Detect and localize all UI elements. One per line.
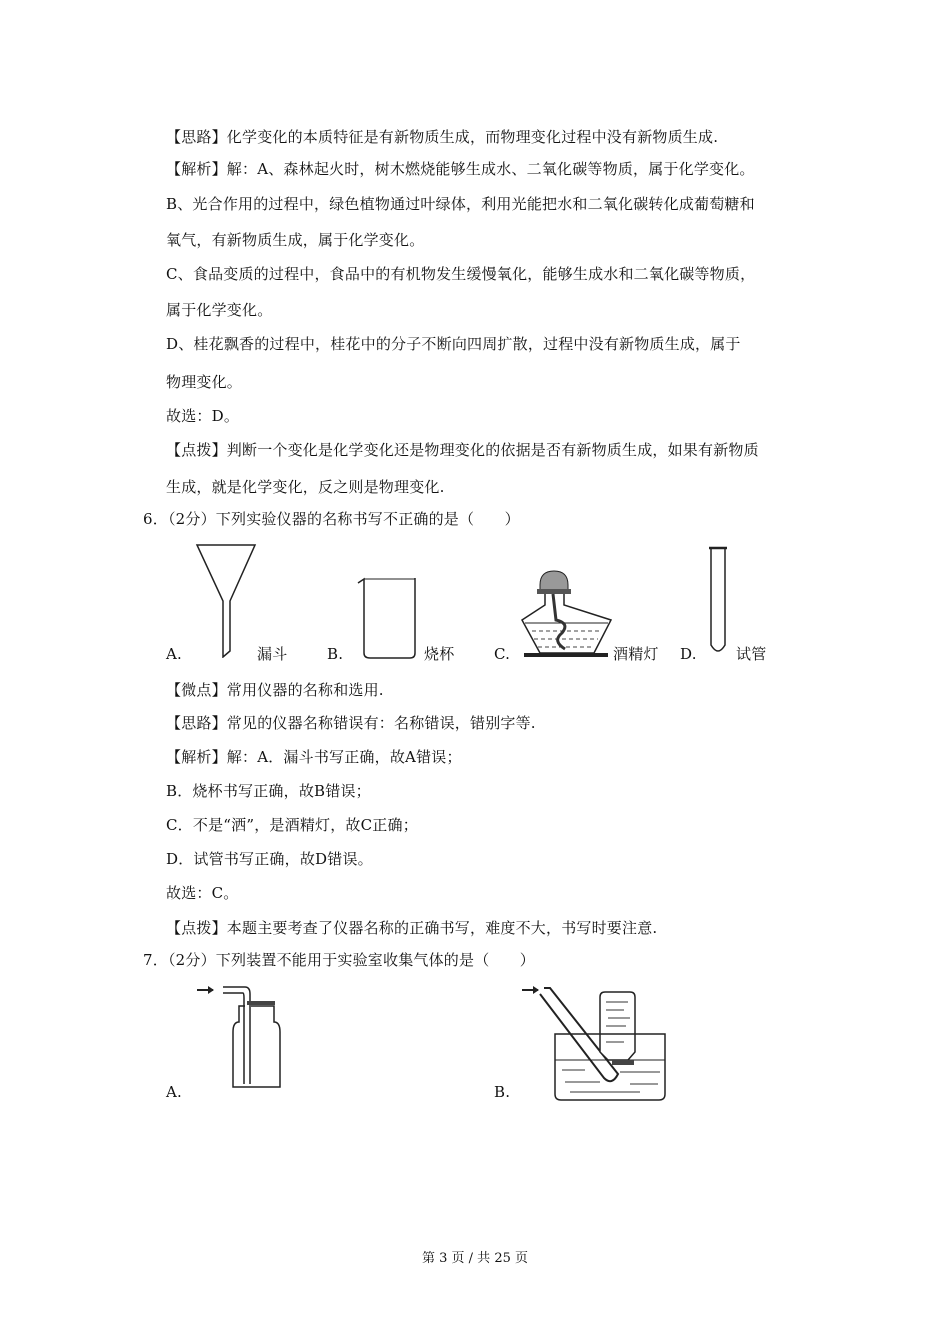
answer-text: 故选：D。 — [166, 407, 240, 425]
jiexi-text: 【解析】解：A、森林起火时，树木燃烧能够生成水、二氧化碳等物质，属于化学变化。 — [166, 160, 755, 178]
beaker-image — [355, 575, 420, 660]
option-b-letter: B. — [494, 1083, 511, 1101]
option-d-analysis-cont: 物理变化。 — [166, 373, 243, 391]
option-d-analysis: D．试管书写正确，故D错误。 — [166, 850, 373, 868]
gas-bottle-image — [195, 982, 290, 1092]
dianbo-text: 【点拨】本题主要考查了仪器名称的正确书写，难度不大，书写时要注意. — [166, 919, 658, 937]
question-stem: 6．（2分）下列实验仪器的名称书写不正确的是（ ） — [143, 510, 520, 528]
option-a-name: 漏斗 — [257, 645, 288, 663]
option-a-letter: A. — [166, 645, 183, 663]
option-a-letter: A. — [166, 1083, 183, 1101]
test-tube-image — [708, 545, 728, 660]
weidian-text: 【微点】常用仪器的名称和选用. — [166, 681, 384, 699]
silu-text: 【思路】化学变化的本质特征是有新物质生成，而物理变化过程中没有新物质生成. — [166, 128, 719, 146]
option-d-letter: D. — [680, 645, 697, 663]
option-c-analysis: C、食品变质的过程中，食品中的有机物发生缓慢氧化，能够生成水和二氧化碳等物质， — [166, 265, 756, 283]
option-b-analysis: B．烧杯书写正确，故B错误； — [166, 782, 371, 800]
option-b-analysis-cont: 氧气，有新物质生成，属于化学变化。 — [166, 231, 425, 249]
silu-text: 【思路】常见的仪器名称错误有：名称错误，错别字等. — [166, 714, 536, 732]
dianbo-text: 【点拨】判断一个变化是化学变化还是物理变化的依据是否有新物质生成，如果有新物质 — [166, 441, 759, 459]
option-b-letter: B. — [327, 645, 344, 663]
alcohol-lamp-image — [520, 565, 615, 660]
jiexi-text: 【解析】解：A．漏斗书写正确，故A错误； — [166, 748, 462, 766]
option-c-letter: C. — [494, 645, 511, 663]
option-c-analysis: C．不是“洒”，是酒精灯，故C正确； — [166, 816, 418, 834]
answer-text: 故选：C。 — [166, 884, 239, 902]
option-b-name: 烧杯 — [424, 645, 455, 663]
option-d-name: 试管 — [736, 645, 767, 663]
funnel-image — [195, 543, 257, 658]
dianbo-text-cont: 生成，就是化学变化，反之则是物理变化. — [166, 478, 445, 496]
question-stem: 7．（2分）下列装置不能用于实验室收集气体的是（ ） — [143, 951, 535, 969]
option-d-analysis: D、桂花飘香的过程中，桂花中的分子不断向四周扩散，过程中没有新物质生成，属于 — [166, 335, 741, 353]
option-c-analysis-cont: 属于化学变化。 — [166, 301, 273, 319]
option-c-name: 酒精灯 — [613, 645, 659, 663]
option-b-analysis: B、光合作用的过程中，绿色植物通过叶绿体，利用光能把水和二氧化碳转化成葡萄糖和 — [166, 195, 755, 213]
page-footer: 第 3 页 / 共 25 页 — [422, 1251, 528, 1266]
water-displacement-image — [520, 982, 680, 1102]
